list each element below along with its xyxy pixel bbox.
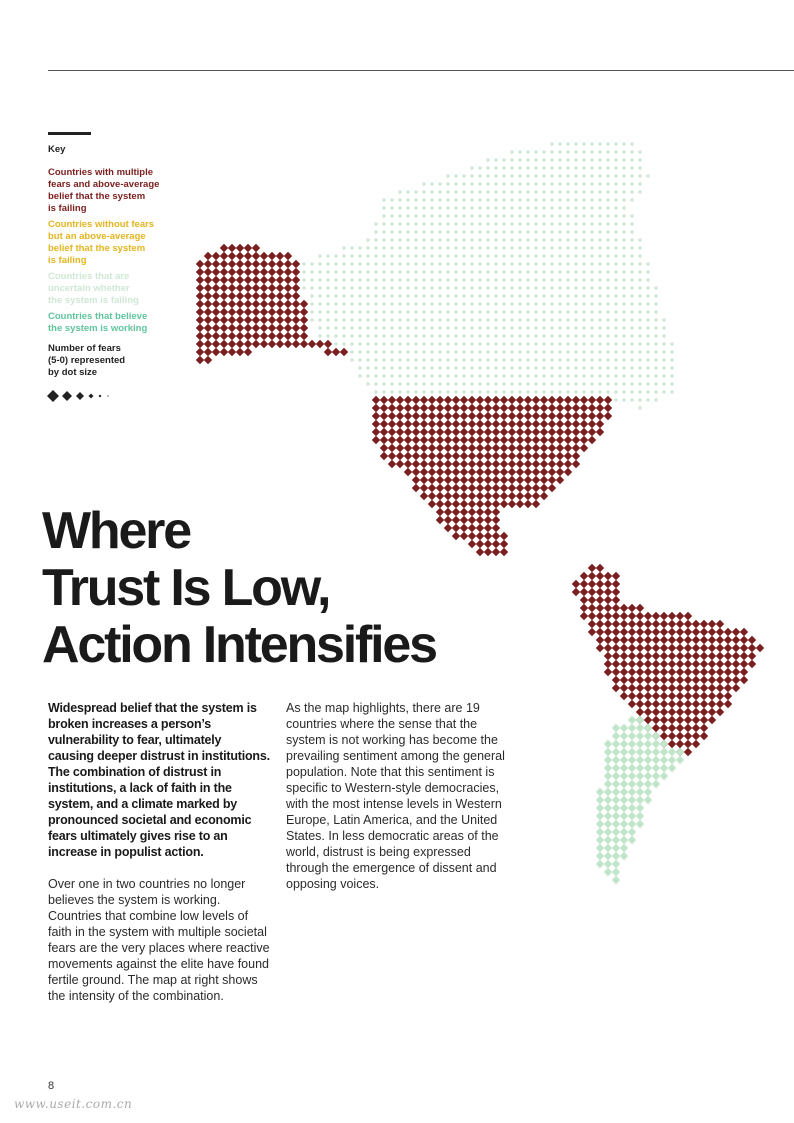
- key-title: Key: [48, 144, 66, 155]
- headline: Where Trust Is Low, Action Intensifies: [42, 502, 436, 674]
- map-region-alaska: [196, 244, 348, 364]
- key-item-no-fears: Countries without fears but an above-average belief that the system is failing: [48, 219, 155, 266]
- map-region-canada: [302, 142, 674, 410]
- body-paragraph-left: Over one in two countries no longer believes the system is working. Countries that combine low levels of faith in the system with multiple societal fears are the very places where reactive movements against the elite have found fertile ground. The map at right shows the intensity of the combination.: [48, 877, 270, 1003]
- key-item-multiple-fears: Countries with multiple fears and above-average belief that the system is failing: [48, 167, 160, 214]
- column-right: [286, 700, 516, 892]
- key-size-note: Number of fears (5-0) represented by dot size: [48, 343, 126, 378]
- key-item-system-working: Countries that believe the system is working: [48, 311, 148, 334]
- watermark: www.useit.com.cn: [14, 1097, 133, 1111]
- column-left: [48, 700, 270, 1004]
- page-number: 8: [48, 1080, 55, 1092]
- key-item-uncertain: Countries that are uncertain whether the system is failing: [48, 271, 139, 306]
- body-paragraph-right: As the map highlights, there are 19 countries where the sense that the system is not working has become the prevailing sentiment among the general population. Note that this sentiment is specific to Western-style democracies, with the most intense levels in Western Europe, Latin America, and the United States. In less democratic areas of the world, distrust is being expressed through the emergence of dissent and opposing voices.: [286, 701, 505, 891]
- lead-paragraph: Widespread belief that the system is broken increases a person’s vulnerability to fear, ultimately causing deeper distrust in institutions. The combination of distrust in institutions, a lack of faith in the system, and a climate marked by pronounced societal and economic fears ultimately gives rise to an increase in populist action.: [48, 701, 270, 859]
- map-region-south-america-north: [572, 564, 764, 756]
